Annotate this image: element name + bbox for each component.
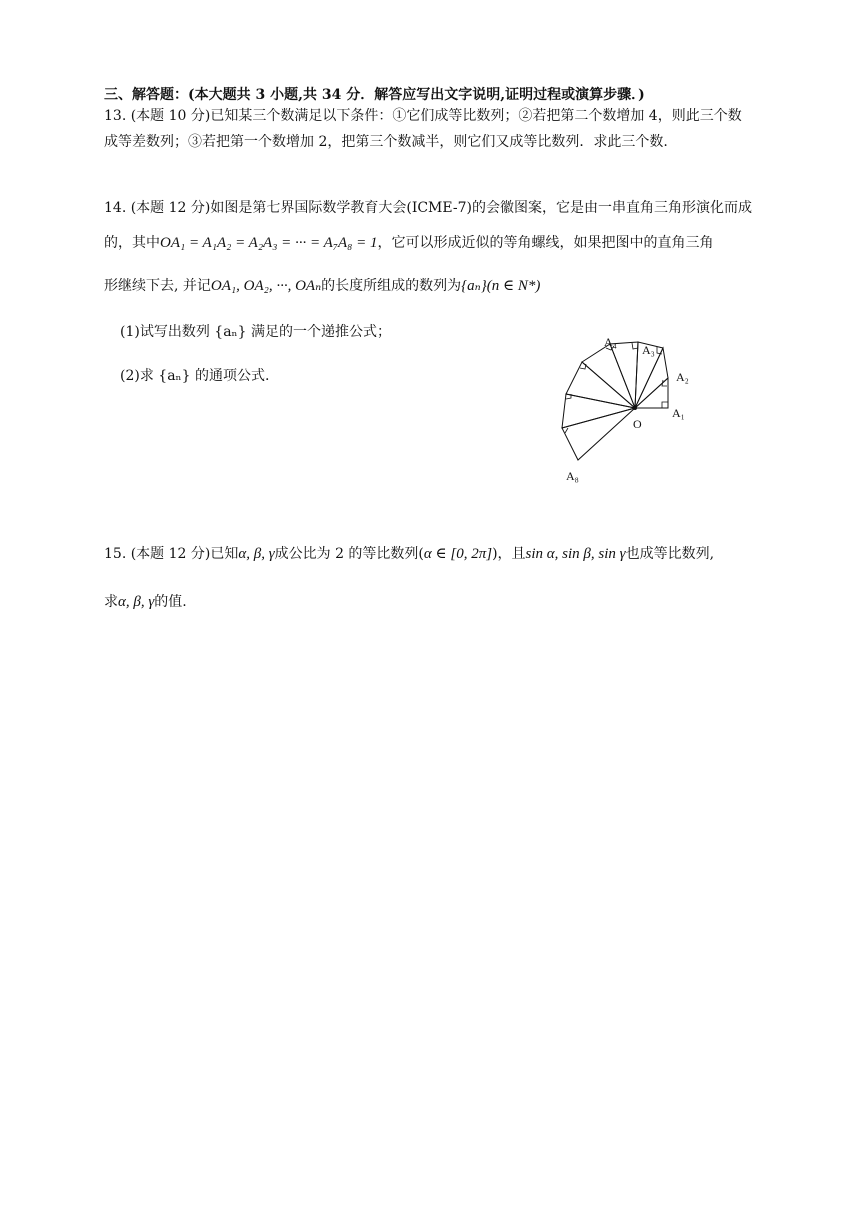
triangle-2 bbox=[635, 348, 668, 408]
q14-line3-mid: 的长度所组成的数列为 bbox=[321, 278, 462, 294]
origin-point bbox=[633, 406, 637, 410]
label-a3: A₃ bbox=[642, 343, 655, 357]
q14-line3 bbox=[104, 276, 540, 296]
section-heading: 三、解答题：(本大题共 3 小题,共 34 分．解答应写出文字说明,证明过程或演算步骤．) bbox=[104, 87, 645, 103]
q14-line2 bbox=[104, 233, 714, 253]
q15-line1-math: α, β, γ bbox=[238, 546, 275, 562]
q14-line3-math: OA₁, OA₂, ···, OAₙ bbox=[210, 278, 322, 294]
label-a4: A₄ bbox=[604, 335, 617, 349]
label-a2: A₂ bbox=[676, 370, 689, 384]
q15-line2-pre: 求 bbox=[104, 594, 118, 610]
q15-line2-post: 的值. bbox=[154, 594, 187, 610]
q15-line1-mid2: )，且 bbox=[492, 546, 526, 562]
q14-line2-post: ，它可以形成近似的等角螺线，如果把图中的直角三角 bbox=[377, 235, 714, 251]
label-a8: A₈ bbox=[566, 469, 579, 483]
q15-line1-math3: sin α, sin β, sin γ bbox=[525, 546, 626, 562]
q14-part1: (1)试写出数列 {aₙ} 满足的一个递推公式； bbox=[120, 324, 391, 340]
q13-line2: 成等差数列；③若把第一个数增加 2，把第三个数减半，则它们又成等比数列．求此三个数. bbox=[104, 134, 668, 150]
label-a1: A₁ bbox=[672, 406, 685, 420]
spiral-triangles bbox=[562, 342, 668, 460]
q15-line1-math2: α ∈ [0, 2π] bbox=[423, 546, 493, 562]
q15-line1-mid: 成公比为 2 的等比数列( bbox=[274, 546, 424, 562]
q13-line1: 13. (本题 10 分)已知某三个数满足以下条件：①它们成等比数列；②若把第二个数增加 4，则此三个数 bbox=[104, 108, 742, 124]
q14-line2-pre: 的，其中 bbox=[104, 235, 160, 251]
q14-line3-pre: 形继续下去, 并记 bbox=[104, 278, 211, 294]
q14-line1: 14. (本题 12 分)如图是第七界国际数学教育大会(ICME-7)的会徽图案，它是由一串直角三角形演化而成 bbox=[104, 200, 752, 216]
q15-line2-math: α, β, γ bbox=[118, 594, 155, 610]
triangle-8 bbox=[562, 408, 635, 460]
icme-spiral-figure bbox=[548, 328, 708, 488]
q15-line1-pre: 15. (本题 12 分)已知 bbox=[104, 546, 239, 562]
label-o: O bbox=[633, 417, 642, 431]
q14-line2-math: OA₁ = A₁A₂ = A₂A₃ = ··· = A₇A₈ = 1 bbox=[160, 235, 378, 251]
q15-line1-post: 也成等比数列, bbox=[625, 546, 715, 562]
q15-line1 bbox=[104, 544, 714, 564]
q15-line2 bbox=[104, 592, 187, 612]
q14-part2: (2)求 {aₙ} 的通项公式. bbox=[120, 368, 270, 384]
q14-line3-math2: {aₙ}(n ∈ N*) bbox=[461, 278, 541, 294]
